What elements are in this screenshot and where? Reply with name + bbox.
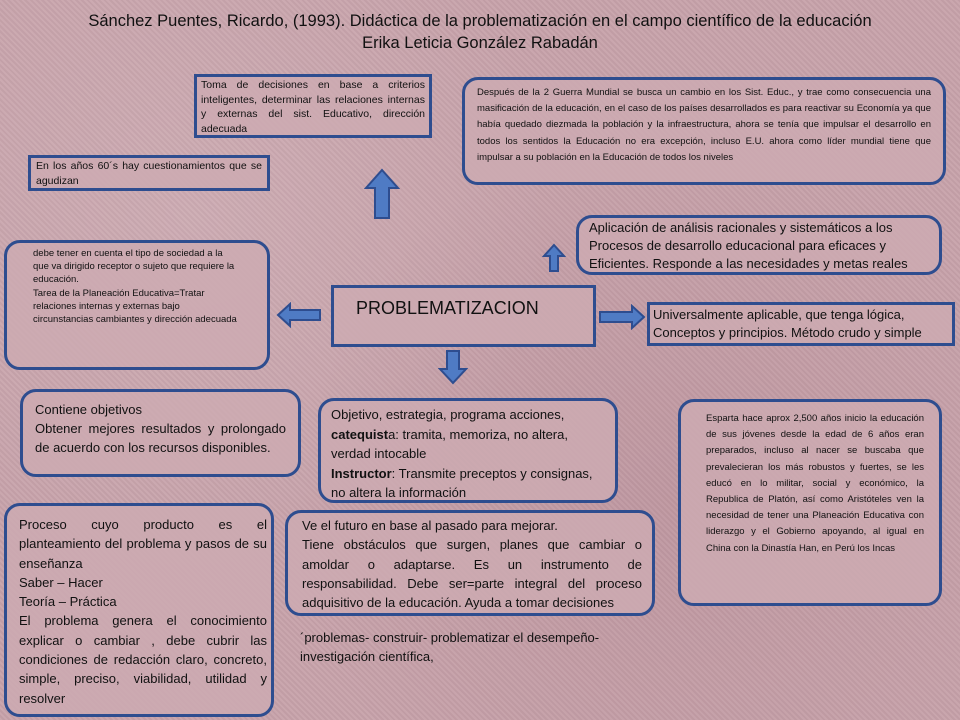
- center-problematizacion: [331, 285, 596, 347]
- arrow-left-icon: [276, 302, 322, 328]
- instructor-text: : Transmite preceptos y consignas, no altera la información: [331, 465, 593, 500]
- futuro-text-1: Ve el futuro en base al pasado para mejorar.: [302, 518, 558, 533]
- universal-text: Universalmente aplicable, que tenga lógica, Conceptos y principios. Método crudo y simple: [653, 307, 922, 340]
- center-title: PROBLEMATIZACION: [356, 298, 539, 318]
- box-objetivos: [20, 389, 301, 477]
- box-futuro: [285, 510, 655, 616]
- box-toma-decisiones: [194, 74, 432, 138]
- toma-text: Toma de decisiones en base a criterios inteligentes, determinar las relaciones internas y externas del sist. Educativo, dirección adecuada: [201, 79, 425, 135]
- proceso-text-3: Teoría – Práctica: [19, 594, 117, 610]
- sociedad-text-1: debe tener en cuenta el tipo de sociedad a la que va dirigido receptor o sujeto que requiere la educación.: [33, 248, 235, 286]
- estrategia-text-1: Objetivo, estrategia, programa acciones,: [331, 407, 565, 422]
- proceso-text-4: El problema genera el conocimiento explicar o cambiar , debe cubrir las condiciones de redacción claro, concreto, simple, preciso, viabilidad, utilidad y resolver: [19, 613, 267, 706]
- sociedad-text-2: Tarea de la Planeación Educativa=Tratar relaciones internas y externas bajo circunstancias cambiantes y dirección adecuada: [33, 287, 237, 326]
- instructor-label: Instructor: [331, 465, 392, 481]
- proceso-text-1: Proceso cuyo producto es el planteamiento del problema y pasos de su enseñanza: [19, 517, 267, 571]
- guerra-text: Después de la 2 Guerra Mundial se busca un cambio en los Sist. Educ., y trae como consecuencia una masificación de la educación, en el caso de los países desarrollados es para reactivar su Economía ya que había quedado diezmada la población y la infraestructura, ahora se tenía que impulsar el desarrollo en todos los sentidos la Educación no era excepción, incluso E.U. ahora como líder mundial tiene que impulsar a su población en la Educación de todos los niveles: [477, 87, 931, 163]
- box-estrategia: [318, 398, 618, 503]
- anios60-text: En los años 60´s hay cuestionamientos que se agudizan: [36, 160, 262, 187]
- box-sociedad: [4, 240, 270, 370]
- arrow-right-icon: [598, 304, 646, 330]
- proceso-text-2: Saber – Hacer: [19, 574, 103, 590]
- arrow-down-icon: [438, 349, 468, 385]
- box-guerra-mundial: [462, 77, 946, 185]
- box-aplicacion: [576, 215, 942, 275]
- problemas-text: ´problemas- construir- problematizar el desempeño- investigación científica,: [300, 630, 600, 665]
- box-proceso: [4, 503, 274, 717]
- aplicacion-text: Aplicación de análisis racionales y sistemáticos a los Procesos de desarrollo educacional para eficaces y Eficientes. Responde a las necesidades y metas reales: [589, 220, 908, 271]
- title-line-2: Erika Leticia González Rabadán: [362, 34, 598, 52]
- arrow-up-large-icon: [364, 168, 400, 220]
- esparta-text: Esparta hace aprox 2,500 años inicio la educación de sus jóvenes desde la edad de 6 años eran preparados, incluso al nacer se buscaba que prevalecieran los más robustos y fuertes, se les educó en lo militar, social y económico, la Republica de Platón, así como Aristóteles ven la necesidad de tener una Planeación Educativa con liderazgo y el Gobierno apoyando, al igual en China con la Dinastía Han, en Perú los Incas: [706, 413, 924, 554]
- box-anios-60: [28, 155, 270, 191]
- catequista-text: a: tramita, memoriza, no altera, verdad intocable: [331, 426, 568, 461]
- objetivos-text-2: Obtener mejores resultados y prolongado de acuerdo con los recursos disponibles.: [35, 421, 286, 455]
- title-line-1: Sánchez Puentes, Ricardo, (1993). Didáctica de la problematización en el campo científico de la educación: [88, 12, 872, 30]
- catequista-label: catequist: [331, 426, 389, 442]
- box-universal: [647, 302, 955, 346]
- arrow-up-right-icon: [542, 243, 566, 273]
- objetivos-text-1: Contiene objetivos: [35, 402, 142, 417]
- box-esparta: [678, 399, 942, 606]
- futuro-text-2: Tiene obstáculos que surgen, planes que cambiar o amoldar o adaptarse. Es un instrumento de responsabilidad. Debe ser=parte integral del proceso adquisitivo de la educación. Ayuda a tomar decisiones: [302, 537, 642, 611]
